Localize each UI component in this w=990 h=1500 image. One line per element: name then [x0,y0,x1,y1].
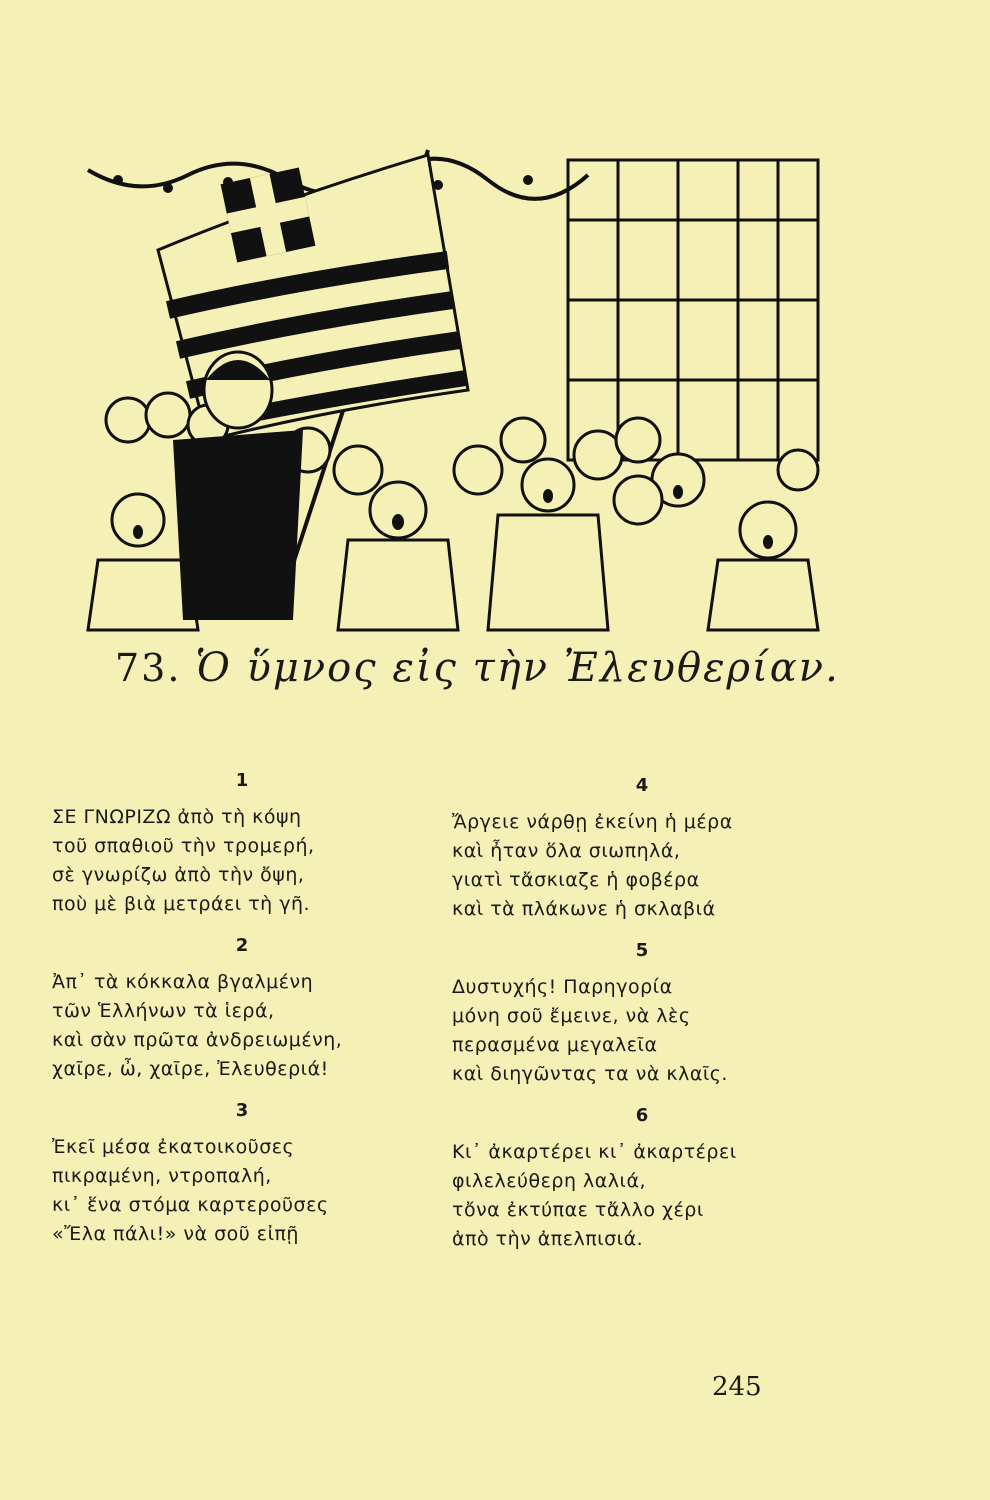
stanza-number: 2 [235,935,249,956]
stanza-4 [452,775,832,924]
verse-line: σὲ γνωρίζω ἀπὸ τὴν ὄψη, [52,864,305,886]
page-number: 245 [712,1372,762,1402]
verse-line: φιλελεύθερη λαλιά, [452,1170,647,1192]
stanza-2 [52,935,432,1084]
verse-line: καὶ διηγῶντας τα νὰ κλαῖς. [452,1063,728,1085]
verse-line: Δυστυχής! Παρηγορία [452,976,673,998]
verse-line: μόνη σοῦ ἔμεινε, νὰ λὲς [452,1005,691,1027]
verse-line: Ἀπ᾿ τὰ κόκκαλα βγαλμένη [52,971,314,993]
flag-raising-scene-icon [78,140,838,640]
verse-line: τοῦ σπαθιοῦ τὴν τρομερή, [52,835,315,857]
stanza-number: 3 [235,1100,249,1121]
stanza-1 [52,770,432,919]
verse-line: κι᾿ ἕνα στόμα καρτεροῦσες [52,1194,329,1216]
verse-line: Κι᾿ ἀκαρτέρει κι᾿ ἀκαρτέρει [452,1141,737,1163]
verse-line: καὶ τὰ πλάκωνε ἡ σκλαβιά [452,898,716,920]
stanza-number: 5 [635,940,649,961]
verse-line: γιατὶ τἄσκιαζε ἡ φοβέρα [452,869,700,891]
verse-line: ποὺ μὲ βιὰ μετράει τὴ γῆ. [52,893,311,915]
verse-line: τὄνα ἐκτύπαε τἄλλο χέρι [452,1199,704,1221]
verse-line: ἀπὸ τὴν ἀπελπισιά. [452,1228,644,1250]
verse-line: Ἐκεῖ μέσα ἐκατοικοῦσες [52,1136,295,1158]
verse-line: τῶν Ἑλλήνων τὰ ἱερά, [52,1000,275,1022]
verse-line: ΣΕ ΓΝΩΡΙΖΩ ἀπὸ τὴ κόψη [52,806,302,828]
verse-line: πικραμένη, ντροπαλή, [52,1165,272,1187]
verse-line: Ἄργειε νάρθῃ ἐκείνη ἡ μέρα [452,811,733,833]
verse-line: περασμένα μεγαλεῖα [452,1034,658,1056]
verse-line: «Ἔλα πάλι!» νὰ σοῦ εἰπῇ [52,1223,299,1245]
poem-title-text: Ὁ ὕμνος εἰς τὴν Ἐλευθερίαν. [195,645,840,691]
verse-line: χαῖρε, ὦ, χαῖρε, Ἐλευθεριά! [52,1058,329,1080]
stanza-number: 4 [635,775,649,796]
stanza-3 [52,1100,432,1249]
verse-line: καὶ σὰν πρῶτα ἀνδρειωμένη, [52,1029,343,1051]
stanza-number: 6 [635,1105,649,1126]
right-column [452,775,832,1270]
verse-line: καὶ ἦταν ὅλα σιωπηλά, [452,840,681,862]
stanza-number: 1 [235,770,249,791]
left-column [52,770,432,1265]
poem-number: 73. [115,646,182,690]
poem-title [115,645,840,691]
stanza-6 [452,1105,832,1254]
stanza-5 [452,940,832,1089]
